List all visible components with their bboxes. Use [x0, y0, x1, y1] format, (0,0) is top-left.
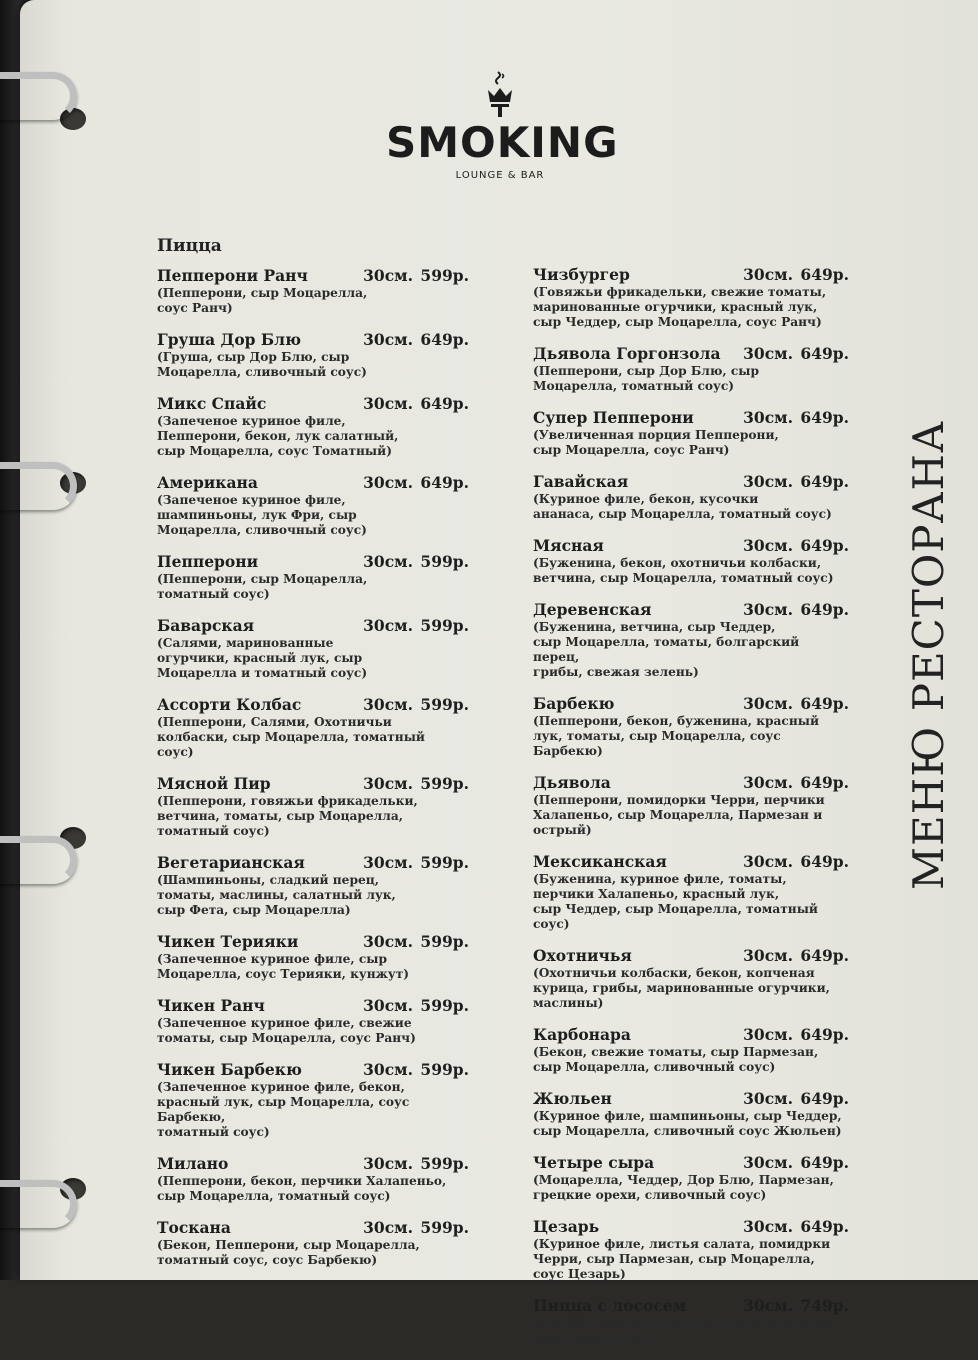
menu-item-price: 649р. [800, 536, 849, 555]
menu-item-name: Мексиканская [533, 852, 667, 871]
menu-item-description: томатный соус) [157, 1125, 270, 1139]
menu-item-size: 30см. [743, 1217, 793, 1236]
menu-item-price: 599р. [420, 616, 469, 635]
menu-item-price: 599р. [420, 1154, 469, 1173]
menu-item-name: Чикен Ранч [157, 996, 265, 1015]
menu-item [157, 695, 469, 760]
menu-item-description: (Пепперони, Салями, Охотничьи [157, 715, 392, 729]
menu-item [157, 1154, 469, 1204]
menu-item-size: 30см. [743, 1296, 793, 1315]
menu-item [533, 536, 849, 586]
menu-item-price: 599р. [420, 996, 469, 1015]
menu-item-name: Деревенская [533, 600, 652, 619]
menu-item-size: 30см. [363, 330, 413, 349]
menu-column-right [533, 265, 849, 1360]
menu-item [533, 1153, 849, 1203]
menu-item-description: грецкие орехи, сливочный соус) [533, 1188, 767, 1202]
menu-item-description: сыр Моцарелла, сливочный соус) [533, 1060, 776, 1074]
menu-item-name: Пепперони [157, 552, 259, 571]
menu-item-price: 649р. [800, 265, 849, 284]
side-title: МЕНЮ РЕСТОРАНА [904, 420, 953, 890]
menu-item-description: ветчина, сыр Моцарелла, томатный соус) [533, 571, 834, 585]
menu-item-description: (Буженина, ветчина, сыр Чеддер, [533, 620, 776, 634]
menu-item-description: (Куриное филе, шампиньоны, сыр Чеддер, [533, 1109, 842, 1123]
menu-item-name: Дьявола [533, 773, 611, 792]
menu-item-description: лук, томаты, сыр Моцарелла, соус Барбекю) [533, 729, 781, 758]
menu-item-description: острый) [533, 823, 592, 837]
menu-item [157, 1218, 469, 1268]
menu-item-price: 649р. [800, 946, 849, 965]
menu-item-name: Пепперони Ранч [157, 266, 308, 285]
menu-item-price: 599р. [420, 1218, 469, 1237]
menu-item-price: 649р. [800, 472, 849, 491]
menu-item-description: огурчики, красный лук, сыр [157, 651, 363, 665]
menu-item-description: (Бекон, свежие томаты, сыр Пармезан, [533, 1045, 819, 1059]
menu-item-description: (Пепперони, бекон, буженина, красный [533, 714, 820, 728]
menu-item [533, 852, 849, 932]
menu-item-size: 30см. [743, 265, 793, 284]
menu-item-price: 649р. [800, 1025, 849, 1044]
menu-item-description: томатный соус, соус Барбекю) [157, 1253, 378, 1267]
menu-item-price: 649р. [800, 1153, 849, 1172]
menu-item [533, 1089, 849, 1139]
menu-item-name: Мясной Пир [157, 774, 271, 793]
menu-item-size: 30см. [743, 536, 793, 555]
menu-item-header [157, 473, 469, 493]
menu-column-left [157, 266, 469, 1282]
menu-item [157, 552, 469, 602]
menu-item-name: Тоскана [157, 1218, 231, 1237]
menu-item-header [533, 1217, 849, 1237]
menu-item-size: 30см. [363, 853, 413, 872]
menu-item [157, 932, 469, 982]
brand-subtitle: LOUNGE & BAR [455, 170, 545, 181]
menu-item [533, 265, 849, 330]
menu-item-description: соус томатный) [533, 1331, 646, 1345]
menu-item-size: 30см. [743, 472, 793, 491]
menu-item-description: Халапеньо, сыр Моцарелла, Пармезан и [533, 808, 823, 822]
menu-item-description: (Салями, маринованные [157, 636, 334, 650]
menu-item-size: 30см. [363, 695, 413, 714]
menu-item-header [533, 600, 849, 620]
binder-ring [0, 1180, 77, 1228]
menu-item-header [157, 1218, 469, 1238]
menu-item-price: 649р. [800, 694, 849, 713]
menu-item-name: Жюльен [533, 1089, 612, 1108]
menu-item-name: Мясная [533, 536, 604, 555]
menu-item-name: Карбонара [533, 1025, 631, 1044]
menu-item-description: (Охотничьи колбаски, бекон, копченая [533, 966, 815, 980]
menu-item-name: Чикен Терияки [157, 932, 299, 951]
menu-item-header [157, 774, 469, 794]
menu-item-size: 30см. [743, 852, 793, 871]
menu-item-description: (Куриное филе, бекон, кусочки [533, 492, 759, 506]
brand-logo [386, 70, 619, 181]
menu-item [533, 946, 849, 1011]
menu-item-description: Пепперони, бекон, лук салатный, [157, 429, 399, 443]
menu-item-description: (Шампиньоны, сладкий перец, [157, 873, 379, 887]
menu-item-description: грибы, свежая зелень) [533, 665, 699, 679]
menu-item-price: 649р. [800, 852, 849, 871]
menu-item-name: Груша Дор Блю [157, 330, 301, 349]
menu-item-header [533, 344, 849, 364]
menu-item-description: (Пепперони, помидорки Черри, перчики [533, 793, 825, 807]
menu-item [157, 473, 469, 538]
menu-item-price: 599р. [420, 932, 469, 951]
menu-item-description: Моцарелла, сливочный соус) [157, 523, 367, 537]
menu-item-header [157, 616, 469, 636]
menu-item-description: (Говяжьи фрикадельки, свежие томаты, [533, 285, 827, 299]
menu-item-description: (Увеличенная порция Пепперони, [533, 428, 779, 442]
menu-item-description: Моцарелла и томатный соус) [157, 666, 368, 680]
menu-item-size: 30см. [743, 1089, 793, 1108]
menu-item-description: маринованные огурчики, красный лук, [533, 300, 818, 314]
menu-item [533, 600, 849, 680]
menu-item-name: Чизбургер [533, 265, 630, 284]
menu-item-price: 649р. [800, 344, 849, 363]
menu-item-size: 30см. [743, 946, 793, 965]
menu-item-price: 749р. [800, 1296, 849, 1315]
menu-item-description: (Куриное филе, листья салата, помидрки [533, 1237, 831, 1251]
menu-item-description: (Бекон, Пепперони, сыр Моцарелла, [157, 1238, 420, 1252]
menu-item-description: (Запеченное куриное филе, бекон, [157, 1080, 405, 1094]
menu-item-description: сыр Моцарелла, сливочный соус Жюльен) [533, 1124, 842, 1138]
menu-item-description: перчики Халапеньо, красный лук, [533, 887, 780, 901]
menu-item-description: томатный соус) [157, 824, 270, 838]
menu-item-price: 649р. [800, 773, 849, 792]
menu-item-description: сыр Чеддер, сыр Моцарелла, томатный соус) [533, 902, 818, 931]
binder-ring [0, 462, 77, 510]
menu-item-header [157, 853, 469, 873]
menu-item-description: Моцарелла, соус Терияки, кунжут) [157, 967, 410, 981]
menu-item-name: Барбекю [533, 694, 615, 713]
menu-item-description: (Запеченое куриное филе, [157, 414, 346, 428]
menu-item [157, 330, 469, 380]
menu-item-header [157, 394, 469, 414]
menu-item-description: соус) [157, 745, 194, 759]
menu-item-name: Американа [157, 473, 258, 492]
menu-item-size: 30см. [363, 932, 413, 951]
menu-item [533, 1025, 849, 1075]
menu-item-size: 30см. [363, 266, 413, 285]
menu-item-description: (Пепперони, говяжьи фрикадельки, [157, 794, 418, 808]
menu-item-name: Баварская [157, 616, 255, 635]
menu-item-header [157, 552, 469, 572]
menu-item-description: (Запеченное куриное филе, свежие [157, 1016, 412, 1030]
menu-item [157, 266, 469, 316]
menu-item-description: соус Цезарь) [533, 1267, 626, 1281]
menu-item-name: Цезарь [533, 1217, 600, 1236]
menu-item-header [533, 773, 849, 793]
menu-item-description: (Буженина, куриное филе, томаты, [533, 872, 787, 886]
brand-name: SMOKING [386, 118, 619, 167]
menu-item [533, 408, 849, 458]
menu-item [533, 1296, 849, 1346]
menu-item [157, 1060, 469, 1140]
menu-item-description: маслины) [533, 996, 604, 1010]
menu-item-price: 649р. [800, 408, 849, 427]
menu-item [157, 616, 469, 681]
menu-item-name: Гавайская [533, 472, 629, 491]
menu-item-header [533, 1089, 849, 1109]
menu-item-header [533, 694, 849, 714]
menu-item-price: 649р. [800, 1217, 849, 1236]
menu-item-price: 599р. [420, 695, 469, 714]
menu-item-description: (Лосось, сливочный сыр, сыр Моцарелла, [533, 1316, 836, 1330]
menu-item-header [157, 996, 469, 1016]
menu-item-header [533, 472, 849, 492]
menu-item-description: ветчина, томаты, сыр Моцарелла, [157, 809, 403, 823]
menu-item-price: 649р. [800, 600, 849, 619]
menu-item-size: 30см. [743, 600, 793, 619]
menu-item-size: 30см. [363, 774, 413, 793]
menu-item-description: (Пепперони, сыр Моцарелла, [157, 572, 368, 586]
menu-item [533, 1217, 849, 1282]
menu-item-description: Моцарелла, томатный соус) [533, 379, 735, 393]
menu-item-size: 30см. [363, 473, 413, 492]
menu-item-description: Моцарелла, сливочный соус) [157, 365, 367, 379]
menu-item-price: 649р. [420, 330, 469, 349]
menu-item-name: Пицца с лососем [533, 1296, 687, 1315]
menu-item-header [157, 695, 469, 715]
menu-item-description: (Запеченое куриное филе, [157, 493, 346, 507]
menu-item-header [157, 1154, 469, 1174]
hookah-crown-icon [480, 70, 520, 118]
menu-item-size: 30см. [743, 344, 793, 363]
menu-item-header [533, 946, 849, 966]
menu-item-description: (Моцарелла, Чеддер, Дор Блю, Пармезан, [533, 1173, 834, 1187]
menu-item-size: 30см. [363, 1218, 413, 1237]
menu-item-size: 30см. [363, 616, 413, 635]
menu-item-description: сыр Моцарелла, соус Томатный) [157, 444, 392, 458]
menu-item-description: сыр Фета, сыр Моцарелла) [157, 903, 351, 917]
menu-item-description: (Буженина, бекон, охотничьи колбаски, [533, 556, 822, 570]
menu-item-name: Охотничья [533, 946, 632, 965]
menu-item-name: Ассорти Колбас [157, 695, 302, 714]
menu-item-header [533, 408, 849, 428]
menu-item-description: (Запеченное куриное филе, сыр [157, 952, 388, 966]
menu-item-description: (Пепперони, сыр Моцарелла, [157, 286, 368, 300]
menu-item-description: красный лук, сыр Моцарелла, соус Барбекю, [157, 1095, 410, 1124]
menu-item-description: Черри, сыр Пармезан, сыр Моцарелла, [533, 1252, 815, 1266]
menu-item-size: 30см. [743, 773, 793, 792]
menu-item [157, 774, 469, 839]
binder-ring [0, 836, 77, 884]
binder-ring [0, 72, 77, 120]
menu-item [533, 694, 849, 759]
menu-item [533, 344, 849, 394]
menu-item-size: 30см. [743, 408, 793, 427]
menu-item-name: Чикен Барбекю [157, 1060, 302, 1079]
menu-item-price: 599р. [420, 853, 469, 872]
menu-item-description: томаты, маслины, салатный лук, [157, 888, 396, 902]
menu-item-price: 599р. [420, 774, 469, 793]
menu-item-name: Вегетарианская [157, 853, 305, 872]
menu-item-name: Супер Пепперони [533, 408, 694, 427]
menu-item-header [533, 1296, 849, 1316]
menu-item-name: Четыре сыра [533, 1153, 655, 1172]
menu-item-header [533, 265, 849, 285]
menu-item-description: томаты, сыр Моцарелла, соус Ранч) [157, 1031, 416, 1045]
menu-item-description: шампиньоны, лук Фри, сыр [157, 508, 357, 522]
menu-item [157, 394, 469, 459]
menu-item-price: 649р. [420, 473, 469, 492]
menu-item-header [157, 1060, 469, 1080]
menu-item [533, 472, 849, 522]
menu-item-description: колбаски, сыр Моцарелла, томатный [157, 730, 425, 744]
menu-item-name: Дьявола Горгонзола [533, 344, 721, 363]
section-title: Пицца [157, 236, 222, 256]
menu-item-price: 599р. [420, 1060, 469, 1079]
menu-item-description: соус Ранч) [157, 301, 233, 315]
menu-item-description: (Пепперони, сыр Дор Блю, сыр [533, 364, 760, 378]
menu-item-size: 30см. [363, 1060, 413, 1079]
menu-item-name: Микс Спайс [157, 394, 267, 413]
menu-item [157, 996, 469, 1046]
menu-item-header [157, 932, 469, 952]
menu-item-header [533, 852, 849, 872]
menu-item-description: (Пепперони, бекон, перчики Халапеньо, [157, 1174, 447, 1188]
menu-item-header [533, 1153, 849, 1173]
menu-item-price: 649р. [420, 394, 469, 413]
menu-item-description: сыр Моцарелла, томаты, болгарский перец, [533, 635, 800, 664]
menu-item-price: 649р. [800, 1089, 849, 1108]
menu-item-description: курица, грибы, маринованные огурчики, [533, 981, 830, 995]
menu-item-header [533, 1025, 849, 1045]
menu-item-size: 30см. [363, 1154, 413, 1173]
menu-item-price: 599р. [420, 552, 469, 571]
menu-item-header [533, 536, 849, 556]
menu-item-size: 30см. [363, 552, 413, 571]
menu-item-description: (Груша, сыр Дор Блю, сыр [157, 350, 350, 364]
menu-item [157, 853, 469, 918]
menu-item-size: 30см. [363, 996, 413, 1015]
menu-item-header [157, 266, 469, 286]
menu-item-description: томатный соус) [157, 587, 270, 601]
menu-item-size: 30см. [743, 694, 793, 713]
menu-item-size: 30см. [743, 1025, 793, 1044]
menu-item-price: 599р. [420, 266, 469, 285]
menu-item-header [157, 330, 469, 350]
menu-item-description: сыр Моцарелла, томатный соус) [157, 1189, 391, 1203]
menu-item-description: ананаса, сыр Моцарелла, томатный соус) [533, 507, 832, 521]
menu-item-description: сыр Чеддер, сыр Моцарелла, соус Ранч) [533, 315, 822, 329]
menu-item [533, 773, 849, 838]
menu-item-size: 30см. [363, 394, 413, 413]
menu-item-name: Милано [157, 1154, 229, 1173]
menu-item-size: 30см. [743, 1153, 793, 1172]
menu-item-description: сыр Моцарелла, соус Ранч) [533, 443, 730, 457]
